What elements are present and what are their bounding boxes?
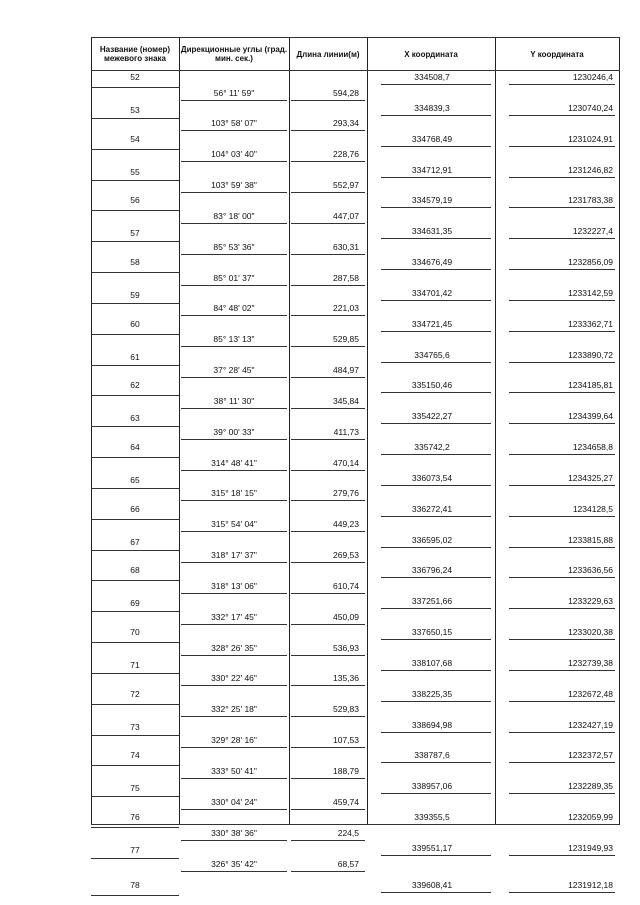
- angle-underline: [181, 778, 287, 779]
- length-underline: [291, 223, 365, 224]
- y-underline: [509, 84, 615, 85]
- name-row-border: [91, 488, 179, 489]
- point-name: 63: [130, 413, 140, 424]
- header-point-name: Название (номер) межевого знака: [99, 45, 171, 63]
- x-coordinate: 334768,49: [411, 133, 453, 144]
- y-underline: [509, 762, 615, 763]
- y-underline: [509, 855, 615, 856]
- name-row-border: [91, 87, 179, 88]
- name-row-border: [91, 735, 179, 736]
- point-name: 76: [130, 812, 140, 823]
- x-coordinate: 335742,2: [414, 442, 450, 453]
- name-row-border: [91, 457, 179, 458]
- point-name: 60: [130, 318, 140, 329]
- column-border: [179, 37, 180, 824]
- y-coordinate: 1231024,91: [568, 133, 613, 144]
- x-underline: [381, 732, 491, 733]
- name-row-border: [91, 180, 179, 181]
- x-underline: [381, 362, 491, 363]
- y-underline: [509, 892, 615, 893]
- header-y-coordinate: Y координата: [530, 49, 584, 59]
- length-underline: [291, 315, 365, 316]
- name-row-border: [91, 765, 179, 766]
- x-coordinate: 334712,91: [411, 164, 453, 175]
- length-underline: [291, 562, 365, 563]
- y-underline: [509, 423, 615, 424]
- column-border: [289, 37, 290, 824]
- point-name: 71: [130, 659, 140, 670]
- line-length: 68,57: [337, 858, 359, 869]
- point-name: 61: [130, 351, 140, 362]
- name-row-border: [91, 673, 179, 674]
- y-coordinate: 1231912,18: [568, 879, 613, 890]
- point-name: 74: [130, 750, 140, 761]
- direction-angle: 83° 18' 00": [213, 210, 255, 221]
- point-name: 66: [130, 503, 140, 514]
- x-coordinate: 339608,41: [411, 879, 453, 890]
- x-underline: [381, 115, 491, 116]
- line-length: 529,85: [333, 334, 359, 345]
- y-coordinate: 1234399,64: [568, 411, 613, 422]
- x-underline: [381, 824, 491, 825]
- angle-underline: [181, 377, 287, 378]
- line-length: 221,03: [333, 303, 359, 314]
- y-coordinate: 1232427,19: [568, 719, 613, 730]
- y-coordinate: 1232739,38: [568, 657, 613, 668]
- angle-underline: [181, 346, 287, 347]
- length-underline: [291, 439, 365, 440]
- y-coordinate: 1233362,71: [568, 318, 613, 329]
- x-coordinate: 336073,54: [411, 472, 453, 483]
- y-coordinate: 1230740,24: [568, 102, 613, 113]
- angle-underline: [181, 285, 287, 286]
- line-length: 610,74: [333, 580, 359, 591]
- column-border: [495, 37, 496, 824]
- line-length: 447,07: [333, 210, 359, 221]
- y-underline: [509, 670, 615, 671]
- direction-angle: 318° 13' 06": [211, 580, 257, 591]
- y-underline: [509, 238, 615, 239]
- x-underline: [381, 331, 491, 332]
- y-coordinate: 1233142,59: [568, 287, 613, 298]
- direction-angle: 333° 50' 41": [211, 765, 257, 776]
- name-row-border: [91, 365, 179, 366]
- y-underline: [509, 454, 615, 455]
- name-row-border: [91, 426, 179, 427]
- y-underline: [509, 485, 615, 486]
- y-coordinate: 1232856,09: [568, 257, 613, 268]
- x-underline: [381, 177, 491, 178]
- point-name: 72: [130, 688, 140, 699]
- y-underline: [509, 177, 615, 178]
- point-name: 53: [130, 104, 140, 115]
- y-underline: [509, 269, 615, 270]
- y-coordinate: 1231949,93: [568, 843, 613, 853]
- direction-angle: 56° 11' 59": [213, 87, 255, 98]
- point-name: 52: [130, 72, 140, 82]
- x-coordinate: 336272,41: [411, 503, 453, 514]
- direction-angle: 330° 22' 46": [211, 673, 257, 684]
- y-coordinate: 1232059,99: [568, 812, 613, 823]
- y-underline: [509, 146, 615, 147]
- length-underline: [291, 531, 365, 532]
- line-length: 411,73: [333, 426, 359, 437]
- direction-angle: 318° 17' 37": [211, 550, 257, 561]
- name-row-border: [91, 611, 179, 612]
- name-row-border: [91, 272, 179, 273]
- x-coordinate: 334765,6: [414, 349, 450, 360]
- direction-angle: 84° 48' 02": [213, 303, 255, 314]
- angle-underline: [181, 500, 287, 501]
- x-underline: [381, 269, 491, 270]
- angle-underline: [181, 531, 287, 532]
- header-x-coordinate: X координата: [404, 49, 458, 59]
- length-underline: [291, 809, 365, 810]
- point-name: 64: [130, 442, 140, 453]
- y-underline: [509, 207, 615, 208]
- x-underline: [381, 701, 491, 702]
- point-name: 68: [130, 565, 140, 576]
- x-coordinate: 338107,68: [411, 657, 453, 668]
- name-row-border: [91, 334, 179, 335]
- line-length: 470,14: [333, 457, 359, 468]
- x-coordinate: 338787,6: [414, 750, 450, 761]
- length-underline: [291, 285, 365, 286]
- angle-underline: [181, 747, 287, 748]
- length-underline: [291, 130, 365, 131]
- point-name: 56: [130, 195, 140, 206]
- point-name: 70: [130, 627, 140, 638]
- length-underline: [291, 716, 365, 717]
- name-row-border: [91, 149, 179, 150]
- x-underline: [381, 547, 491, 548]
- line-length: 228,76: [333, 149, 359, 160]
- length-underline: [291, 254, 365, 255]
- x-coordinate: 336796,24: [411, 565, 453, 576]
- name-row-border: [91, 395, 179, 396]
- length-underline: [291, 161, 365, 162]
- name-row-border: [91, 519, 179, 520]
- angle-underline: [181, 685, 287, 686]
- direction-angle: 85° 01' 37": [213, 272, 255, 283]
- x-coordinate: 337650,15: [411, 627, 453, 638]
- direction-angle: 38° 11' 30": [213, 395, 255, 406]
- y-coordinate: 1230246,4: [572, 72, 613, 82]
- angle-underline: [181, 871, 287, 872]
- x-underline: [381, 454, 491, 455]
- name-row-border: [91, 796, 179, 797]
- direction-angle: 332° 25' 18": [211, 704, 257, 715]
- angle-underline: [181, 624, 287, 625]
- length-underline: [291, 871, 365, 872]
- column-border: [91, 37, 92, 824]
- length-underline: [291, 470, 365, 471]
- length-underline: [291, 655, 365, 656]
- x-underline: [381, 892, 491, 893]
- length-underline: [291, 747, 365, 748]
- y-underline: [509, 331, 615, 332]
- y-coordinate: 1232672,48: [568, 688, 613, 699]
- table-top-border: [91, 37, 620, 38]
- line-length: 529,83: [333, 704, 359, 715]
- angle-underline: [181, 470, 287, 471]
- line-length: 484,97: [333, 365, 359, 376]
- angle-underline: [181, 192, 287, 193]
- angle-underline: [181, 562, 287, 563]
- line-length: 293,34: [333, 118, 359, 129]
- length-underline: [291, 500, 365, 501]
- line-length: 449,23: [333, 519, 359, 530]
- y-underline: [509, 577, 615, 578]
- y-coordinate: 1234185,81: [568, 380, 613, 391]
- y-underline: [509, 701, 615, 702]
- y-coordinate: 1233890,72: [568, 349, 613, 360]
- direction-angle: 103° 59' 38": [211, 180, 257, 191]
- length-underline: [291, 593, 365, 594]
- direction-angle: 326° 35' 42": [211, 858, 257, 869]
- name-row-border: [91, 303, 179, 304]
- length-underline: [291, 408, 365, 409]
- point-name: 65: [130, 474, 140, 485]
- y-coordinate: 1231246,82: [568, 164, 613, 175]
- line-length: 552,97: [333, 180, 359, 191]
- y-coordinate: 1234325,27: [568, 472, 613, 483]
- x-underline: [381, 670, 491, 671]
- line-length: 135,36: [333, 673, 359, 684]
- name-row-border: [91, 210, 179, 211]
- direction-angle: 329° 28' 16": [211, 735, 257, 746]
- name-row-border: [91, 118, 179, 119]
- line-length: 536,93: [333, 642, 359, 653]
- x-underline: [381, 392, 491, 393]
- x-coordinate: 334676,49: [411, 257, 453, 268]
- x-coordinate: 338225,35: [411, 688, 453, 699]
- line-length: 450,09: [333, 611, 359, 622]
- y-underline: [509, 392, 615, 393]
- point-name: 62: [130, 380, 140, 391]
- y-underline: [509, 793, 615, 794]
- angle-underline: [181, 439, 287, 440]
- direction-angle: 104° 03' 40": [211, 149, 257, 160]
- direction-angle: 315° 54' 04": [211, 519, 257, 530]
- direction-angle: 103° 58' 07": [211, 118, 257, 129]
- line-length: 287,58: [333, 272, 359, 283]
- column-border: [367, 37, 368, 824]
- line-length: 279,76: [333, 488, 359, 499]
- length-underline: [291, 624, 365, 625]
- name-row-border: [91, 550, 179, 551]
- name-row-border: [91, 704, 179, 705]
- line-length: 630,31: [333, 241, 359, 252]
- line-length: 345,84: [333, 395, 359, 406]
- length-underline: [291, 346, 365, 347]
- name-row-border: [91, 895, 179, 896]
- column-border: [619, 37, 620, 824]
- x-coordinate: 334839,3: [414, 102, 450, 113]
- x-coordinate: 339551,17: [411, 843, 453, 853]
- y-coordinate: 1232227,4: [572, 226, 613, 237]
- x-underline: [381, 485, 491, 486]
- x-underline: [381, 146, 491, 147]
- name-row-border: [91, 241, 179, 242]
- angle-underline: [181, 130, 287, 131]
- y-underline: [509, 516, 615, 517]
- x-coordinate: 334721,45: [411, 318, 453, 329]
- header-direction-angle: Дирекционные углы (град. мин. сек.): [180, 45, 288, 63]
- y-coordinate: 1234658,8: [572, 442, 613, 453]
- y-underline: [509, 547, 615, 548]
- y-underline: [509, 732, 615, 733]
- length-underline: [291, 778, 365, 779]
- direction-angle: 85° 53' 36": [213, 241, 255, 252]
- y-coordinate: 1234128,5: [572, 503, 613, 514]
- direction-angle: 330° 04' 24": [211, 796, 257, 807]
- point-name: 59: [130, 289, 140, 300]
- y-coordinate: 1233815,88: [568, 534, 613, 545]
- x-coordinate: 335150,46: [411, 380, 453, 391]
- line-length: 459,74: [333, 796, 359, 807]
- x-underline: [381, 793, 491, 794]
- length-underline: [291, 100, 365, 101]
- y-coordinate: 1232372,57: [568, 750, 613, 761]
- line-length: 224,5: [337, 827, 359, 838]
- angle-underline: [181, 408, 287, 409]
- y-coordinate: 1233229,63: [568, 596, 613, 607]
- point-name: 73: [130, 721, 140, 732]
- length-underline: [291, 192, 365, 193]
- x-coordinate: 338694,98: [411, 719, 453, 730]
- angle-underline: [181, 840, 287, 841]
- x-coordinate: 334508,7: [414, 72, 450, 82]
- x-underline: [381, 423, 491, 424]
- point-name: 78: [130, 879, 140, 890]
- angle-underline: [181, 254, 287, 255]
- point-name: 54: [130, 133, 140, 144]
- angle-underline: [181, 655, 287, 656]
- length-underline: [291, 840, 365, 841]
- length-underline: [291, 377, 365, 378]
- direction-angle: 37° 28' 45": [213, 365, 255, 376]
- point-name: 77: [130, 845, 140, 855]
- length-underline: [291, 685, 365, 686]
- direction-angle: 328° 26' 35": [211, 642, 257, 653]
- y-coordinate: 1233020,38: [568, 627, 613, 638]
- y-coordinate: 1233636,56: [568, 565, 613, 576]
- line-length: 107,53: [333, 735, 359, 746]
- y-underline: [509, 608, 615, 609]
- x-coordinate: 337251,66: [411, 596, 453, 607]
- x-coordinate: 339355,5: [414, 812, 450, 823]
- x-coordinate: 336595,02: [411, 534, 453, 545]
- line-length: 188,79: [333, 765, 359, 776]
- angle-underline: [181, 593, 287, 594]
- x-underline: [381, 762, 491, 763]
- angle-underline: [181, 315, 287, 316]
- y-coordinate: 1231783,38: [568, 195, 613, 206]
- x-underline: [381, 608, 491, 609]
- direction-angle: 315° 18' 15": [211, 488, 257, 499]
- point-name: 55: [130, 166, 140, 177]
- y-underline: [509, 362, 615, 363]
- x-underline: [381, 855, 491, 856]
- name-row-border: [91, 827, 179, 828]
- y-coordinate: 1232289,35: [568, 781, 613, 792]
- x-coordinate: 334631,35: [411, 226, 453, 237]
- name-row-border: [91, 858, 179, 859]
- direction-angle: 330° 38' 36": [211, 827, 257, 838]
- point-name: 69: [130, 598, 140, 609]
- angle-underline: [181, 809, 287, 810]
- x-underline: [381, 300, 491, 301]
- name-row-border: [91, 642, 179, 643]
- x-underline: [381, 84, 491, 85]
- name-row-border: [91, 580, 179, 581]
- x-coordinate: 338957,06: [411, 781, 453, 792]
- x-underline: [381, 238, 491, 239]
- x-underline: [381, 516, 491, 517]
- angle-underline: [181, 716, 287, 717]
- y-underline: [509, 115, 615, 116]
- point-name: 58: [130, 257, 140, 268]
- y-underline: [509, 824, 615, 825]
- line-length: 269,53: [333, 550, 359, 561]
- direction-angle: 332° 17' 45": [211, 611, 257, 622]
- x-underline: [381, 639, 491, 640]
- point-name: 67: [130, 536, 140, 547]
- header-bottom-border: [91, 70, 620, 71]
- y-underline: [509, 639, 615, 640]
- x-underline: [381, 577, 491, 578]
- x-coordinate: 334701,42: [411, 287, 453, 298]
- angle-underline: [181, 223, 287, 224]
- header-line-length: Длина линии(м): [296, 49, 360, 59]
- angle-underline: [181, 161, 287, 162]
- point-name: 75: [130, 783, 140, 794]
- x-coordinate: 334579,19: [411, 195, 453, 206]
- direction-angle: 85° 13' 13": [213, 334, 255, 345]
- point-name: 57: [130, 228, 140, 239]
- angle-underline: [181, 100, 287, 101]
- direction-angle: 39° 00' 33": [213, 426, 255, 437]
- x-underline: [381, 207, 491, 208]
- y-underline: [509, 300, 615, 301]
- line-length: 594,28: [333, 87, 359, 98]
- direction-angle: 314° 48' 41": [211, 457, 257, 468]
- x-coordinate: 335422,27: [411, 411, 453, 422]
